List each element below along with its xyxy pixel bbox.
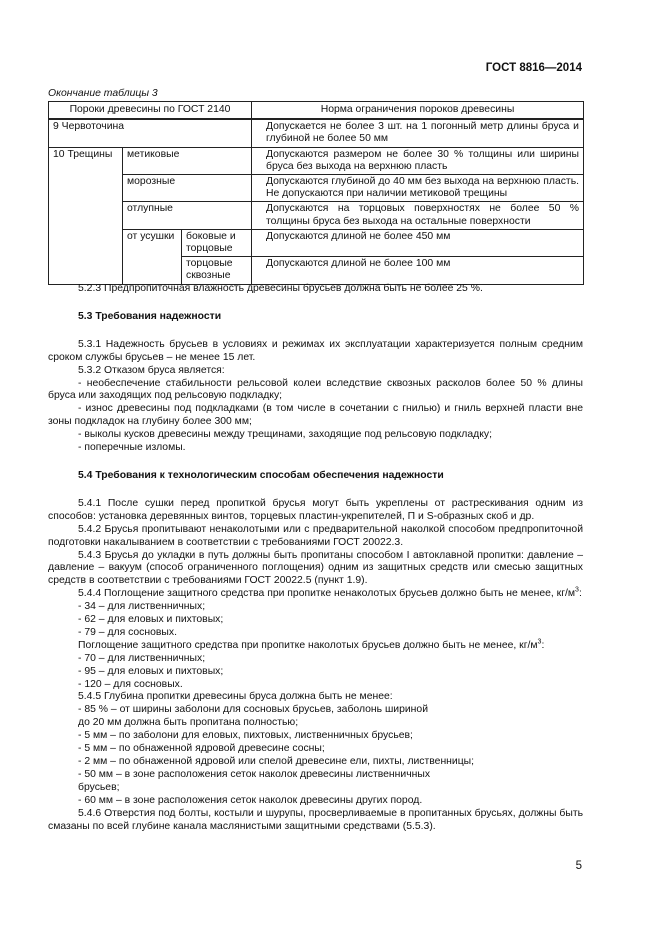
subsubtype-cell: торцовые сквозные bbox=[182, 257, 252, 284]
table-row bbox=[49, 119, 584, 147]
list-item-continuation: до 20 мм должна быть пропитана полностью; bbox=[78, 717, 299, 729]
subtype-cell: морозные bbox=[123, 175, 252, 202]
paragraph-absorption-punctured bbox=[48, 640, 583, 653]
defect-cell: 9 Червоточина bbox=[49, 119, 252, 147]
document-body bbox=[48, 283, 583, 833]
list-item: - поперечные изломы. bbox=[78, 442, 186, 454]
paragraph-5-4-3: 5.4.3 Брусья до укладки в путь должны быть пропитаны способом I автоклавной пропитки: давление – давление – вакуум (способ ограниченного поглощения) одним из защитных средств или смесью защитных средств в соответствии с требованиями ГОСТ 20022.5 (пункт 1.9). bbox=[48, 549, 583, 587]
paragraph-5-3-1: 5.3.1 Надежность брусьев в условиях и режимах их эксплуатации характеризуется полным средним сроком службы брусьев – не менее 15 лет. bbox=[48, 338, 583, 363]
norm-cell: Допускаются глубиной до 40 мм без выхода на верхнюю пласть. Не допускаются при наличии метиковой трещины bbox=[252, 175, 584, 202]
list-item: - 85 % – от ширины заболони для сосновых брусьев, заболонь шириной bbox=[78, 704, 428, 716]
subtype-cell: метиковые bbox=[123, 147, 252, 174]
paragraph-5-2-3: 5.2.3 Предпропиточная влажность древесины брусьев должна быть не более 25 %. bbox=[78, 283, 483, 294]
list-item: - 62 – для еловых и пихтовых; bbox=[78, 614, 224, 626]
list-item: - 95 – для еловых и пихтовых; bbox=[78, 665, 224, 677]
list-item: - 50 мм – в зоне расположения сеток наколок древесины лиственничных bbox=[78, 768, 431, 780]
paragraph-text: 5.4.4 Поглощение защитного средства при пропитке ненаколотых брусьев должно быть не менее, кг/м bbox=[78, 588, 576, 600]
list-item: - 2 мм – по обнаженной ядровой или спелой древесине ели, пихты, лиственницы; bbox=[78, 756, 475, 767]
col-defects-header: Пороки древесины по ГОСТ 2140 bbox=[49, 102, 252, 120]
superscript: 3 bbox=[575, 586, 579, 594]
paragraph-5-4-1: 5.4.1 После сушки перед пропиткой брусья могут быть укреплены от растрескивания одним из способов: установка деревянных винтов, торцевых пластин-укрепителей, П и S-образных скоб и др. bbox=[48, 497, 583, 522]
norm-cell: Допускаются длиной не более 100 мм bbox=[252, 257, 584, 284]
list-item: - 34 – для лиственничных; bbox=[78, 601, 206, 613]
defect-cell: 10 Трещины bbox=[49, 147, 123, 284]
list-item: - необеспечение стабильности рельсовой колеи вследствие сквозных расколов более 50 % длины бруса или заходящих под рельсовую подкладку; bbox=[48, 377, 583, 402]
norm-cell: Допускаются на торцовых поверхностях не более 50 % толщины бруса без выхода на остальные поверхности bbox=[252, 202, 584, 229]
list-item: - 5 мм – по заболони для еловых, пихтовых, лиственничных брусьев; bbox=[78, 730, 413, 742]
heading-5-3: 5.3 Требования надежности bbox=[78, 310, 222, 322]
table-row bbox=[49, 202, 584, 229]
norm-cell: Допускается не более 3 шт. на 1 погонный метр длины бруса и глубиной не более 50 мм bbox=[252, 119, 584, 147]
list-item: - выколы кусков древесины между трещинами, заходящие под рельсовую подкладку; bbox=[78, 429, 492, 441]
table-row bbox=[49, 147, 584, 174]
subtype-cell: отлупные bbox=[123, 202, 252, 229]
defects-table bbox=[48, 101, 584, 285]
list-item: - 70 – для лиственничных; bbox=[78, 652, 206, 664]
paragraph-text: Поглощение защитного средства при пропитке наколотых брусьев должно быть не менее, кг/м bbox=[78, 639, 538, 651]
list-item: - износ древесины под подкладками (в том числе в сочетании с гнилью) и гниль верхней пласти вне зоны подкладок на глубину более 300 мм; bbox=[48, 403, 583, 428]
list-item-continuation: брусьев; bbox=[78, 781, 120, 793]
table-row bbox=[49, 229, 584, 256]
list-item: - 5 мм – по обнаженной ядровой древесине сосны; bbox=[78, 743, 325, 755]
table-header-row bbox=[49, 102, 584, 120]
norm-cell: Допускаются размером не более 30 % толщины или ширины бруса без выхода на верхнюю пласть bbox=[252, 147, 584, 174]
paragraph-5-4-6: 5.4.6 Отверстия под болты, костыли и шурупы, просверливаемые в пропитанных брусьях, должны быть смазаны по всей глубине канала маслянистыми защитными средствами (5.5.3). bbox=[48, 807, 583, 832]
superscript: 3 bbox=[537, 638, 542, 646]
paragraph-5-4-2: 5.4.2 Брусья пропитывают ненаколотыми или с предварительной наколкой способом предпропиточной подготовки накалыванием в соответствии с требованиями ГОСТ 20022.3. bbox=[48, 523, 583, 548]
subsubtype-cell: боковые и торцовые bbox=[182, 229, 252, 256]
page-number: 5 bbox=[575, 860, 582, 872]
paragraph-5-4-4 bbox=[48, 588, 583, 601]
table-row bbox=[49, 175, 584, 202]
col-norm-header: Норма ограничения пороков древесины bbox=[252, 102, 584, 120]
standard-header: ГОСТ 8816—2014 bbox=[485, 62, 582, 74]
punctuation: : bbox=[578, 588, 582, 600]
paragraph-5-4-5: 5.4.5 Глубина пропитки древесины бруса должна быть не менее: bbox=[78, 691, 393, 703]
list-item: - 120 – для сосновых. bbox=[78, 678, 183, 690]
list-item: - 79 – для сосновых. bbox=[78, 626, 177, 638]
norm-cell: Допускаются длиной не более 450 мм bbox=[252, 229, 584, 256]
subtype-cell: от усушки bbox=[123, 229, 182, 284]
punctuation: : bbox=[541, 639, 545, 651]
table-caption: Окончание таблицы 3 bbox=[48, 88, 158, 99]
paragraph-5-3-2: 5.3.2 Отказом бруса является: bbox=[78, 364, 225, 376]
heading-5-4: 5.4 Требования к технологическим способам обеспечения надежности bbox=[78, 469, 444, 481]
list-item: - 60 мм – в зоне расположения сеток наколок древесины других пород. bbox=[78, 794, 423, 806]
